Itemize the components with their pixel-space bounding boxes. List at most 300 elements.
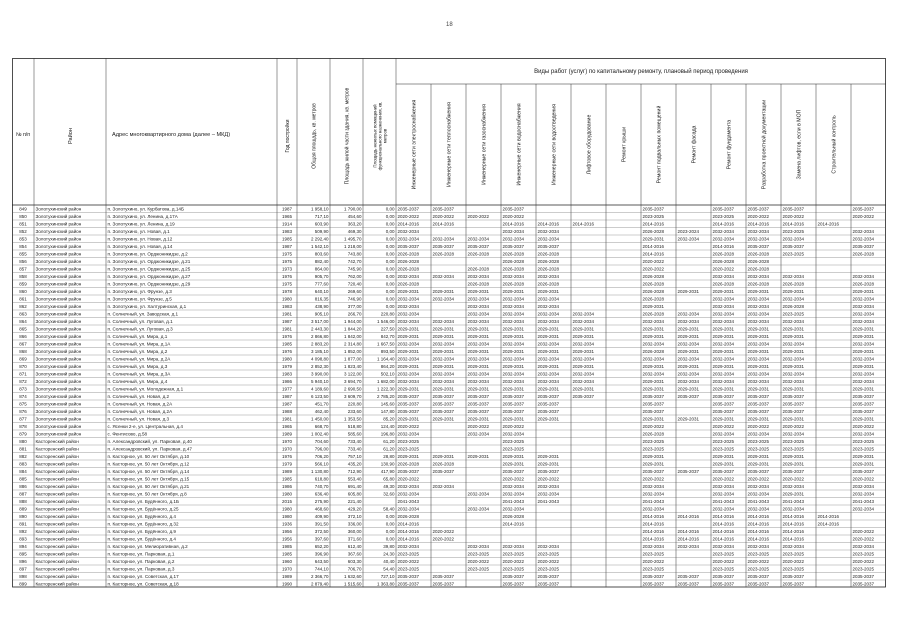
table-cell: Золотухинский район bbox=[35, 431, 82, 437]
table-cell: 462,40 bbox=[314, 409, 329, 415]
table-cell: 1965 bbox=[281, 424, 293, 430]
table-cell: 2032-2034 bbox=[572, 379, 595, 385]
table-cell: 2029-2031 bbox=[677, 364, 700, 370]
table-cell: 2029-2031 bbox=[747, 386, 770, 392]
table-cell: 2026-2028 bbox=[642, 289, 665, 295]
table-cell: 740,70 bbox=[314, 484, 329, 490]
table-cell: 2032-2034 bbox=[397, 484, 420, 490]
table-cell: п. Золотухино, ул. Ленина, д.19 bbox=[107, 221, 175, 227]
table-cell: 2014-2016 bbox=[782, 529, 805, 535]
table-cell: 1 682,00 bbox=[376, 379, 395, 385]
table-cell: 2032-2034 bbox=[782, 506, 805, 512]
table-cell: 891 bbox=[19, 521, 27, 527]
table-cell: 2026-2028 bbox=[642, 229, 665, 235]
table-cell: 890 bbox=[19, 514, 27, 520]
table-cell: 2035-2037 bbox=[852, 581, 875, 587]
table-cell: п. Александровский, ул. Парковая, д.40 bbox=[107, 439, 192, 445]
table-cell: 2035-2037 bbox=[782, 574, 805, 580]
table-cell: 2029-2031 bbox=[572, 349, 595, 355]
table-cell: 2029-2031 bbox=[712, 461, 735, 467]
table-cell: 1 542,10 bbox=[310, 244, 329, 250]
table-cell: 2014-2016 bbox=[397, 529, 420, 535]
table-cell: 2014-2016 bbox=[397, 221, 420, 227]
table-cell: 2023-2025 bbox=[712, 439, 735, 445]
table-cell: 429,20 bbox=[347, 506, 362, 512]
table-cell: 2029-2031 bbox=[572, 364, 595, 370]
table-cell: 1980 bbox=[281, 296, 293, 302]
header-work-7: Ремонт подвальных помещений bbox=[656, 105, 663, 184]
table-cell: 2029-2031 bbox=[852, 326, 875, 332]
table-cell: 65,80 bbox=[383, 476, 395, 482]
table-cell: 2029-2031 bbox=[782, 364, 805, 370]
table-cell: 2023-2025 bbox=[712, 566, 735, 572]
table-cell: 745,90 bbox=[347, 266, 362, 272]
table-cell: 2029-2031 bbox=[712, 326, 735, 332]
table-cell: 2032-2034 bbox=[537, 296, 560, 302]
table-cell: 2032-2034 bbox=[467, 274, 490, 280]
table-cell: 2029-2031 bbox=[537, 386, 560, 392]
table-cell: 2032-2034 bbox=[852, 274, 875, 280]
table-cell: п. Александровский, ул. Парковая, д.47 bbox=[107, 446, 192, 452]
table-cell: 2023-2025 bbox=[782, 446, 805, 452]
table-cell: 0,00 bbox=[385, 304, 395, 310]
table-cell: 2035-2037 bbox=[397, 574, 420, 580]
table-cell: 397,60 bbox=[314, 536, 329, 542]
table-cell: 2032-2034 bbox=[852, 491, 875, 497]
table-cell: 2032-2034 bbox=[852, 379, 875, 385]
table-cell: 853 bbox=[19, 236, 27, 242]
table-cell: 603,90 bbox=[314, 221, 329, 227]
table-cell: Касторенский район bbox=[35, 521, 79, 527]
table-cell: 2032-2034 bbox=[432, 484, 455, 490]
table-cell: 2035-2037 bbox=[502, 394, 525, 400]
table-cell: Касторенский район bbox=[35, 581, 79, 587]
table-cell: 2029-2031 bbox=[782, 491, 805, 497]
table-cell: Золотухинский район bbox=[35, 349, 82, 355]
table-cell: 2035-2037 bbox=[537, 574, 560, 580]
table-cell: 2014-2016 bbox=[642, 251, 665, 257]
table-cell: 2032-2034 bbox=[467, 379, 490, 385]
table-cell: 2032-2034 bbox=[712, 341, 735, 347]
table-cell: 2014-2016 bbox=[502, 521, 525, 527]
table-cell: 2029-2031 bbox=[537, 364, 560, 370]
table-cell: 2032-2034 bbox=[467, 341, 490, 347]
table-cell: п. Касторное, ул. 50 лет Октября, д.12 bbox=[107, 461, 190, 467]
header-work-12: Строительный контроль bbox=[831, 115, 838, 174]
table-cell: 2023-2025 bbox=[747, 446, 770, 452]
table-cell: 2020-2022 bbox=[747, 424, 770, 430]
table-cell: 585,60 bbox=[347, 431, 362, 437]
table-cell: Золотухинский район bbox=[35, 221, 82, 227]
table-cell: 2015 bbox=[281, 499, 293, 505]
table-cell: 2032-2034 bbox=[467, 356, 490, 362]
header-work-10: Разработка проектной документации bbox=[761, 99, 768, 190]
table-cell: 2023-2025 bbox=[467, 551, 490, 557]
table-cell: п. Золотухино, ул. Орджоникидзе, д.29 bbox=[107, 281, 191, 287]
table-cell: 2035-2037 bbox=[642, 574, 665, 580]
table-cell: 2032-2034 bbox=[467, 506, 490, 512]
table-cell: 2026-2028 bbox=[782, 304, 805, 310]
table-cell: Касторенский район bbox=[35, 536, 79, 542]
table-cell: 2032-2034 bbox=[502, 229, 525, 235]
table-cell: 2029-2031 bbox=[502, 386, 525, 392]
table-cell: 2032-2034 bbox=[677, 236, 700, 242]
table-cell: 2023-2025 bbox=[712, 214, 735, 220]
table-cell: 2023-2025 bbox=[852, 551, 875, 557]
table-cell: 2035-2037 bbox=[677, 394, 700, 400]
table-cell: 2032-2034 bbox=[782, 236, 805, 242]
header-work-9: Ремонт фундамента bbox=[726, 119, 733, 170]
table-cell: 2029-2031 bbox=[502, 461, 525, 467]
table-cell: 2032-2034 bbox=[537, 304, 560, 310]
table-cell: 2035-2037 bbox=[432, 574, 455, 580]
table-cell: 1978 bbox=[281, 289, 293, 295]
table-cell: 2029-2031 bbox=[712, 386, 735, 392]
table-cell: 866 bbox=[19, 334, 27, 340]
table-cell: п. Касторное, ул. Парковая, д.2 bbox=[107, 559, 175, 565]
table-cell: 1 823,40 bbox=[343, 364, 362, 370]
table-cell: 2 690,50 bbox=[343, 386, 362, 392]
table-cell: 2029-2031 bbox=[782, 416, 805, 422]
table-cell: 2029-2031 bbox=[782, 334, 805, 340]
table-cell: Касторенский район bbox=[35, 514, 79, 520]
table-cell: 2023-2025 bbox=[502, 551, 525, 557]
table-cell: 3 185,10 bbox=[310, 349, 329, 355]
table-cell: п. Солнечный, ул. Заводская, д.1 bbox=[107, 311, 179, 317]
table-cell: 372,10 bbox=[347, 514, 362, 520]
table-cell: 2020-2022 bbox=[712, 424, 735, 430]
table-cell: 2032-2034 bbox=[467, 491, 490, 497]
table-cell: 2032-2034 bbox=[642, 356, 665, 362]
table-cell: 2023-2025 bbox=[852, 566, 875, 572]
table-cell: 2029-2031 bbox=[747, 326, 770, 332]
table-cell: 438,90 bbox=[314, 304, 329, 310]
table-cell: 1986 bbox=[281, 484, 293, 490]
table-cell: п. Солнечный, ул. Новая, д.2А bbox=[107, 409, 173, 415]
table-cell: 2029-2031 bbox=[432, 349, 455, 355]
table-cell: 2035-2037 bbox=[852, 206, 875, 212]
table-cell: 1986 bbox=[281, 379, 293, 385]
table-cell: 221,40 bbox=[347, 499, 362, 505]
table-cell: 2029-2031 bbox=[397, 289, 420, 295]
table-cell: Золотухинский район bbox=[35, 386, 82, 392]
table-cell: Золотухинский район bbox=[35, 236, 82, 242]
table-cell: Золотухинский район bbox=[35, 289, 82, 295]
table-cell: 2029-2031 bbox=[747, 289, 770, 295]
table-cell: 712,90 bbox=[347, 469, 362, 475]
table-cell: 0,00 bbox=[385, 206, 395, 212]
table-cell: 2032-2034 bbox=[572, 341, 595, 347]
table-cell: 2035-2037 bbox=[467, 244, 490, 250]
table-cell: 2032-2034 bbox=[432, 274, 455, 280]
table-cell: 2032-2034 bbox=[677, 379, 700, 385]
table-cell: 2029-2031 bbox=[677, 386, 700, 392]
table-cell: 2032-2034 bbox=[747, 431, 770, 437]
table-cell: 859 bbox=[19, 281, 27, 287]
table-cell: п. Золотухино, ул. Фрунзе, д.5 bbox=[107, 296, 172, 302]
table-cell: 4 189,60 bbox=[310, 386, 329, 392]
table-cell: 2032-2034 bbox=[712, 544, 735, 550]
header-work-8: Ремонт фасада bbox=[691, 125, 698, 164]
table-cell: Касторенский район bbox=[35, 469, 79, 475]
table-cell: Касторенский район bbox=[35, 484, 79, 490]
table-cell: 2026-2028 bbox=[467, 266, 490, 272]
table-cell: 2035-2037 bbox=[397, 581, 420, 587]
table-cell: 858 bbox=[19, 274, 27, 280]
table-cell: 233,60 bbox=[347, 409, 362, 415]
table-cell: 882,40 bbox=[314, 259, 329, 265]
table-cell: 2032-2034 bbox=[712, 484, 735, 490]
table-cell: 269,60 bbox=[347, 289, 362, 295]
table-cell: 2026-2028 bbox=[502, 259, 525, 265]
table-cell: 746,90 bbox=[347, 296, 362, 302]
table-cell: 3 609,70 bbox=[343, 394, 362, 400]
table-cell: 2026-2028 bbox=[642, 349, 665, 355]
table-cell: 2035-2037 bbox=[502, 574, 525, 580]
table-cell: 2020-2022 bbox=[852, 476, 875, 482]
table-cell: 717,10 bbox=[314, 214, 329, 220]
table-cell: 2032-2034 bbox=[397, 319, 420, 325]
table-cell: 1 222,30 bbox=[376, 386, 395, 392]
table-cell: 706,70 bbox=[347, 566, 362, 572]
table-cell: 2032-2034 bbox=[712, 319, 735, 325]
table-cell: 0,00 bbox=[385, 521, 395, 527]
table-cell: 2026-2028 bbox=[712, 281, 735, 287]
table-cell: п. Касторное, ул. 50 лет Октября, д.8 bbox=[107, 491, 187, 497]
table-cell: п. Солнечный, ул. Новая, д.2А bbox=[107, 401, 173, 407]
table-cell: 2032-2034 bbox=[782, 544, 805, 550]
table-cell: 1981 bbox=[281, 311, 293, 317]
header-living-area: Площадь жилой части здания, кв. метров bbox=[344, 87, 351, 185]
table-cell: Касторенский район bbox=[35, 476, 79, 482]
table-cell: 2029-2031 bbox=[397, 364, 420, 370]
table-cell: 2035-2037 bbox=[502, 244, 525, 250]
table-cell: 2020-2022 bbox=[747, 559, 770, 565]
table-cell: 1980 bbox=[281, 491, 293, 497]
table-cell: 2026-2028 bbox=[782, 281, 805, 287]
table-cell: 2023-2025 bbox=[397, 446, 420, 452]
table-cell: 2035-2037 bbox=[852, 394, 875, 400]
table-cell: 147,80 bbox=[380, 409, 395, 415]
table-cell: 2041-2043 bbox=[397, 499, 420, 505]
table-cell: Золотухинский район bbox=[35, 311, 82, 317]
table-cell: 1 495,70 bbox=[343, 236, 362, 242]
table-cell: 2029-2031 bbox=[642, 454, 665, 460]
table-cell: 391,50 bbox=[314, 521, 329, 527]
table-cell: 2029-2031 bbox=[747, 461, 770, 467]
table-cell: 2014-2016 bbox=[677, 514, 700, 520]
table-cell: 2032-2034 bbox=[397, 341, 420, 347]
table-cell: 850 bbox=[19, 214, 27, 220]
table-cell: 2026-2028 bbox=[747, 266, 770, 272]
table-cell: 2020-2022 bbox=[782, 476, 805, 482]
table-cell: 2026-2028 bbox=[747, 281, 770, 287]
table-cell: 2029-2031 bbox=[747, 349, 770, 355]
table-cell: 874 bbox=[19, 394, 27, 400]
table-cell: 2032-2034 bbox=[502, 296, 525, 302]
table-cell: 2035-2037 bbox=[852, 409, 875, 415]
table-cell: 2020-2022 bbox=[642, 559, 665, 565]
table-cell: 2032-2034 bbox=[397, 544, 420, 550]
table-cell: 863 bbox=[19, 311, 27, 317]
table-cell: п. Касторное, ул. Советская, д.17 bbox=[107, 574, 179, 580]
table-cell: 2035-2037 bbox=[432, 401, 455, 407]
table-cell: Золотухинский район bbox=[35, 334, 82, 340]
table-cell: 2035-2037 bbox=[397, 244, 420, 250]
table-cell: Золотухинский район bbox=[35, 319, 82, 325]
table-cell: 2029-2031 bbox=[432, 386, 455, 392]
table-cell: 2035-2037 bbox=[782, 409, 805, 415]
table-cell: 2026-2028 bbox=[537, 259, 560, 265]
table-cell: п. Касторное, ул. Будённого, д.4 bbox=[107, 514, 176, 520]
table-cell: 2035-2037 bbox=[852, 244, 875, 250]
table-cell: 2032-2034 bbox=[712, 431, 735, 437]
table-cell: п. Солнечный, ул. Молодежная, д.1 bbox=[107, 386, 184, 392]
table-cell: 2029-2031 bbox=[467, 454, 490, 460]
table-cell: 2029-2031 bbox=[502, 289, 525, 295]
table-cell: 5 940,10 bbox=[310, 379, 329, 385]
table-cell: 227,50 bbox=[380, 326, 395, 332]
table-cell: 2032-2034 bbox=[537, 544, 560, 550]
table-cell: 2026-2028 bbox=[747, 251, 770, 257]
header-work-11: Замена лифтов, если в МОП bbox=[796, 109, 803, 180]
table-cell: 2029-2031 bbox=[642, 416, 665, 422]
table-cell: 61,20 bbox=[383, 439, 395, 445]
table-cell: 2032-2034 bbox=[642, 484, 665, 490]
table-cell: 2032-2034 bbox=[712, 311, 735, 317]
table-cell: 2035-2037 bbox=[432, 244, 455, 250]
table-cell: 2032-2034 bbox=[782, 274, 805, 280]
table-cell: 2 366,70 bbox=[310, 574, 329, 580]
table-cell: 1956 bbox=[281, 536, 293, 542]
table-cell: 2032-2034 bbox=[852, 544, 875, 550]
table-cell: 2020-2022 bbox=[852, 536, 875, 542]
table-cell: 2032-2034 bbox=[467, 431, 490, 437]
table-cell: п. Касторное, ул. 50 лет Октября, д.14 bbox=[107, 469, 190, 475]
table-row bbox=[19, 513, 839, 519]
table-cell: 2035-2037 bbox=[642, 409, 665, 415]
table-cell: 2032-2034 bbox=[852, 311, 875, 317]
table-cell: п. Касторное, ул. Будённого, д.1Б bbox=[107, 499, 179, 505]
table-cell: 2032-2034 bbox=[572, 311, 595, 317]
table-cell: 896 bbox=[19, 559, 27, 565]
table-cell: 864 bbox=[19, 319, 27, 325]
table-cell: 367,60 bbox=[347, 551, 362, 557]
table-cell: 1979 bbox=[281, 461, 293, 467]
table-cell: 876 bbox=[19, 409, 27, 415]
table-cell: 1 790,00 bbox=[343, 206, 362, 212]
table-cell: 2032-2034 bbox=[852, 506, 875, 512]
table-cell: п. Касторное, ул. Будённого, д.32 bbox=[107, 521, 179, 527]
table-cell: 2035-2037 bbox=[712, 581, 735, 587]
table-cell: 2029-2031 bbox=[502, 364, 525, 370]
table-cell: 4 098,80 bbox=[310, 356, 329, 362]
table-cell: 2014-2016 bbox=[712, 536, 735, 542]
table-cell: 2026-2028 bbox=[642, 296, 665, 302]
table-cell: п. Солнечный, ул. Новая, д.2 bbox=[107, 394, 170, 400]
table-cell: 2032-2034 bbox=[642, 341, 665, 347]
header-work-6: Ремонт крыши bbox=[621, 126, 628, 163]
table-cell: 2032-2034 bbox=[397, 431, 420, 437]
table-cell: 2029-2031 bbox=[397, 416, 420, 422]
table-cell: 3 694,70 bbox=[343, 379, 362, 385]
header-work-1: Инженерные сети теплоснабжения bbox=[446, 102, 453, 187]
table-cell: 2032-2034 bbox=[782, 484, 805, 490]
table-cell: 2014-2016 bbox=[677, 529, 700, 535]
table-cell: 2035-2037 bbox=[712, 401, 735, 407]
table-cell: 2035-2037 bbox=[747, 574, 770, 580]
table-cell: п. Солнечный, ул. Мира, д.3А bbox=[107, 371, 171, 377]
table-cell: 2035-2037 bbox=[397, 394, 420, 400]
table-cell: 867 bbox=[19, 341, 27, 347]
table-cell: 861 bbox=[19, 296, 27, 302]
table-cell: 454,60 bbox=[347, 214, 362, 220]
table-cell: 2026-2028 bbox=[537, 281, 560, 287]
table-cell: 1983 bbox=[281, 371, 293, 377]
table-cell: п. Касторное, ул. Будённого, д.9 bbox=[107, 529, 176, 535]
table-cell: 868 bbox=[19, 349, 27, 355]
table-cell: 2029-2031 bbox=[782, 386, 805, 392]
table-cell: 266,70 bbox=[347, 311, 362, 317]
table-cell: 1 877,00 bbox=[343, 356, 362, 362]
table-cell: 2014-2016 bbox=[747, 536, 770, 542]
table-cell: 2029-2031 bbox=[782, 349, 805, 355]
table-cell: 2029-2031 bbox=[467, 289, 490, 295]
header-total-area: Общая площадь, кв. метров bbox=[311, 103, 318, 169]
table-cell: 2014-2016 bbox=[537, 221, 560, 227]
table-cell: 2014-2016 bbox=[782, 536, 805, 542]
table-cell: 2035-2037 bbox=[747, 409, 770, 415]
table-cell: 2029-2031 bbox=[537, 289, 560, 295]
table-cell: п. Касторное, ул. 50 лет Октября, д.10 bbox=[107, 454, 190, 460]
table-cell: 2014-2016 bbox=[712, 221, 735, 227]
table-cell: 2032-2034 bbox=[642, 371, 665, 377]
table-cell: 1985 bbox=[281, 341, 293, 347]
table-cell: Касторенский район bbox=[35, 566, 79, 572]
table-cell: 864,20 bbox=[380, 364, 395, 370]
table-cell: 2035-2037 bbox=[782, 244, 805, 250]
table-cell: 2014-2016 bbox=[572, 221, 595, 227]
table-cell: 886 bbox=[19, 484, 27, 490]
table-cell: 2035-2037 bbox=[642, 206, 665, 212]
table-cell: 2029-2031 bbox=[537, 461, 560, 467]
table-cell: 220,80 bbox=[347, 401, 362, 407]
table-cell: 2029-2031 bbox=[467, 386, 490, 392]
table-cell: 2029-2031 bbox=[677, 289, 700, 295]
table-cell: 2 866,80 bbox=[310, 334, 329, 340]
table-cell: 1975 bbox=[281, 259, 293, 265]
table-cell: п. Золотухино, ул. Халтуринская, д.1 bbox=[107, 304, 187, 310]
table-cell: Золотухинский район bbox=[35, 266, 82, 272]
table-cell: 1 844,20 bbox=[343, 326, 362, 332]
table-header bbox=[16, 68, 838, 189]
table-cell: 2029-2031 bbox=[747, 454, 770, 460]
header-nonliving-area: Площадь нежилых помещений bbox=[372, 104, 378, 168]
table-cell: п. Касторное, ул. 50 лет Октября, д.15 bbox=[107, 476, 190, 482]
table-cell: 2029-2031 bbox=[677, 334, 700, 340]
table-cell: 2032-2034 bbox=[397, 296, 420, 302]
table-cell: 796,00 bbox=[314, 446, 329, 452]
table-cell: 0,00 bbox=[385, 514, 395, 520]
table-cell: 2026-2028 bbox=[502, 251, 525, 257]
table-cell: 2 883,20 bbox=[310, 341, 329, 347]
header-work-4: Инженерные сети водоотведения bbox=[551, 103, 558, 186]
table-cell: 0,00 bbox=[385, 274, 395, 280]
table-cell: 2020-2022 bbox=[502, 559, 525, 565]
table-cell: п. Золотухино, ул. Фрунзе, д.3 bbox=[107, 289, 172, 295]
table-cell: 2014-2016 bbox=[397, 536, 420, 542]
table-cell: п. Касторное, ул. Мелиоративная, д.2 bbox=[107, 544, 188, 550]
